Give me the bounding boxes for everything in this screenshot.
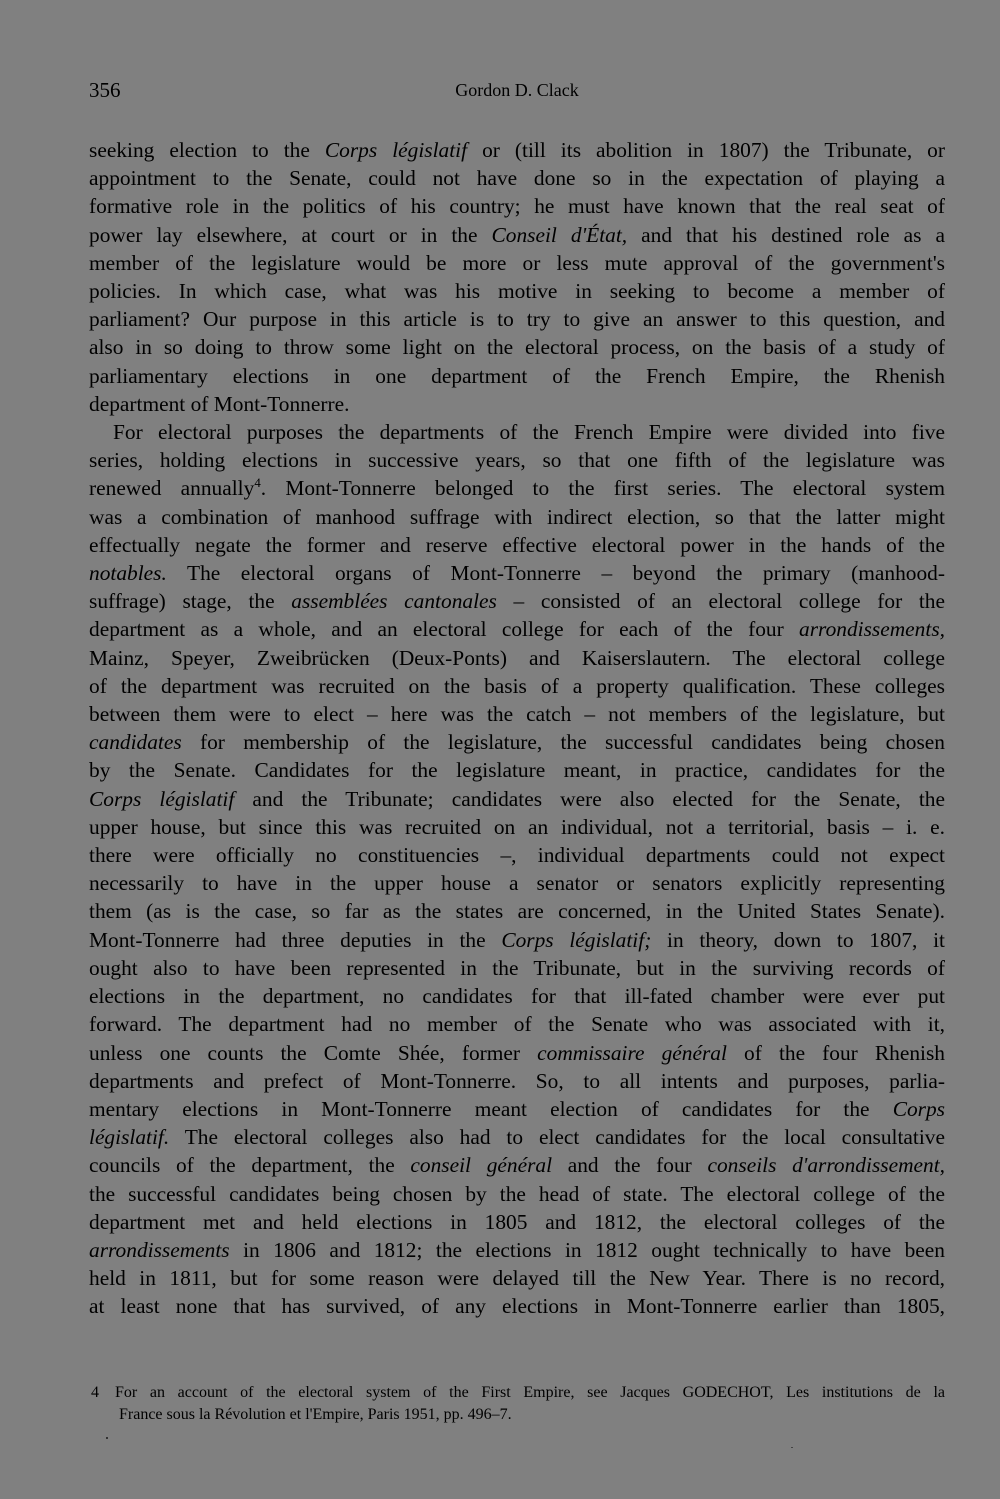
text-segment: notables.	[89, 561, 167, 586]
text-segment: The electoral colleges also had to elect candidates for the local consultative	[169, 1125, 945, 1150]
text-segment: or (till its abolition in 1807) the Tribunate, or	[467, 138, 945, 162]
text-line	[89, 164, 945, 192]
text-segment: arrondissements	[89, 1237, 230, 1262]
running-head: Gordon D. Clack	[455, 80, 579, 100]
text-segment: arrondissements,	[799, 617, 945, 642]
text-line	[89, 192, 945, 220]
text-line	[89, 446, 945, 474]
text-line	[89, 644, 945, 672]
text-line	[89, 503, 945, 531]
text-segment: councils of the department, the	[89, 1153, 411, 1178]
text-segment: necessarily to have in the upper house a senator or senators explicitly representing	[89, 871, 945, 896]
text-segment: the successful candidates being chosen by the head of state. The electoral college of the	[89, 1181, 945, 1206]
text-segment: and that his destined role as a	[627, 222, 945, 247]
text-segment: and the four	[552, 1153, 708, 1178]
text-segment: there were officially no constituencies –, individual departments could not expect	[89, 843, 945, 868]
text-segment: held in 1811, but for some reason were delayed till the New Year. There is no record,	[89, 1266, 945, 1291]
text-segment: conseil général	[410, 1153, 553, 1178]
text-segment: member of the legislature would be more or less mute approval of the government's	[89, 250, 945, 275]
text-line	[89, 897, 945, 925]
text-line	[89, 1236, 945, 1264]
text-segment: renewed annually	[89, 476, 255, 501]
text-segment: appointment to the Senate, could not have done so in the expectation of playing a	[89, 166, 945, 191]
text-segment: Corps législatif	[324, 138, 468, 162]
text-segment: of the department was recruited on the basis of a property qualification. These colleges	[89, 673, 945, 698]
text-segment: suffrage) stage, the	[89, 589, 292, 614]
text-line	[89, 1067, 945, 1095]
text-line	[89, 559, 945, 587]
text-line	[89, 926, 945, 954]
text-line	[89, 136, 945, 164]
page-number: 356	[89, 78, 121, 102]
text-segment: seeking election to the	[89, 138, 325, 162]
text-segment: elections in the department, no candidates for that ill-fated chamber were ever put	[89, 984, 945, 1009]
text-line	[89, 728, 945, 756]
text-line	[89, 531, 945, 559]
footnote-ref: 4	[254, 476, 261, 491]
text-segment: parliamentary elections in one department of the French Empire, the Rhenish	[89, 363, 945, 388]
speck-mark	[791, 1447, 793, 1448]
text-line	[89, 869, 945, 897]
text-line	[89, 1151, 945, 1179]
footnote-line-2: France sous la Révolution et l'Empire, Paris 1951, pp. 496–7.	[119, 1406, 512, 1423]
text-segment: of the four Rhenish	[726, 1040, 946, 1065]
footnote-line-1	[89, 1382, 945, 1404]
text-line	[89, 474, 945, 502]
text-segment: Mont-Tonnerre had three deputies in the	[89, 927, 502, 952]
text-segment: conseils d'arrondissement,	[707, 1153, 946, 1178]
text-segment: For electoral purposes the departments of the French Empire were divided into five	[113, 420, 945, 445]
text-line	[89, 587, 945, 615]
text-segment: effectually negate the former and reserve effective electoral power in the hands of the	[89, 532, 945, 557]
text-line	[89, 333, 945, 361]
footnote-text-1: For an account of the electoral system of the First Empire, see Jacques GODECHOT, Les institutions de la	[115, 1384, 945, 1401]
text-line	[89, 305, 945, 333]
text-segment: Conseil d'État,	[491, 222, 628, 247]
text-segment: by the Senate. Candidates for the legislature meant, in practice, candidates for the	[89, 758, 945, 783]
text-segment: power lay elsewhere, at court or in the	[89, 222, 492, 247]
text-segment: for membership of the legislature, the successful candidates being chosen	[181, 730, 945, 755]
text-line	[89, 982, 945, 1010]
text-segment: department of Mont-Tonnerre.	[89, 391, 350, 416]
text-segment: Corps	[892, 1096, 945, 1121]
speck-mark	[106, 1437, 108, 1439]
text-line	[89, 1180, 945, 1208]
text-segment: forward. The department had no member of the Senate who was associated with it,	[89, 1012, 945, 1037]
text-line	[89, 841, 945, 869]
page-header	[89, 78, 945, 104]
text-line	[89, 700, 945, 728]
text-line	[89, 362, 945, 390]
footnote	[89, 1382, 945, 1426]
text-segment: législatif.	[89, 1125, 170, 1150]
text-line	[89, 615, 945, 643]
text-segment: department met and held elections in 1805 and 1812, the electoral colleges of the	[89, 1209, 945, 1234]
footnote-number: 4	[91, 1384, 99, 1401]
text-line	[89, 1095, 945, 1123]
text-segment: formative role in the politics of his country; he must have known that the real seat of	[89, 194, 945, 219]
text-line	[89, 277, 945, 305]
text-segment: candidates	[89, 730, 182, 755]
text-segment: between them were to elect – here was the catch – not members of the legislature, but	[89, 702, 945, 727]
text-line	[89, 1208, 945, 1236]
text-segment: was a combination of manhood suffrage with indirect election, so that the latter might	[89, 504, 945, 529]
text-segment: – consisted of an electoral college for the	[496, 589, 945, 614]
text-line	[89, 1123, 945, 1151]
text-segment: them (as is the case, so far as the states are concerned, in the United States Senate).	[89, 899, 945, 924]
text-line	[89, 418, 945, 446]
text-segment: parliament? Our purpose in this article is to try to give an answer to this question, and	[89, 307, 945, 332]
text-segment: unless one counts the Comte Shée, former	[89, 1040, 538, 1065]
text-segment: department as a whole, and an electoral college for each of the four	[89, 617, 800, 642]
text-line	[89, 249, 945, 277]
text-line	[89, 1292, 945, 1320]
text-line	[89, 221, 945, 249]
text-segment: mentary elections in Mont-Tonnerre meant election of candidates for the	[89, 1096, 893, 1121]
text-segment: in theory, down to 1807, it	[651, 927, 945, 952]
text-line	[89, 1039, 945, 1067]
text-line	[89, 1264, 945, 1292]
text-segment: and the Tribunate; candidates were also elected for the Senate, the	[234, 786, 945, 811]
body-text	[89, 136, 945, 1321]
text-segment: departments and prefect of Mont-Tonnerre. So, to all intents and purposes, parlia-	[89, 1068, 945, 1093]
text-line	[89, 785, 945, 813]
text-segment: upper house, but since this was recruited on an individual, not a territorial, basis – i. e.	[89, 814, 945, 839]
text-segment: at least none that has survived, of any elections in Mont-Tonnerre earlier than 1805,	[89, 1294, 945, 1319]
text-segment: Corps législatif	[89, 786, 235, 811]
text-segment: The electoral organs of Mont-Tonnerre – beyond the primary (manhood-	[166, 561, 945, 586]
text-segment: ought also to have been represented in the Tribunate, but in the surviving records of	[89, 955, 945, 980]
text-segment: Corps législatif;	[501, 927, 652, 952]
text-segment: . Mont-Tonnerre belonged to the first series. The electoral system	[260, 476, 946, 501]
text-line	[89, 672, 945, 700]
text-segment: Mainz, Speyer, Zweibrücken (Deux-Ponts) and Kaiserslautern. The electoral college	[89, 645, 945, 670]
text-line	[89, 813, 945, 841]
text-segment: policies. In which case, what was his motive in seeking to become a member of	[89, 279, 945, 304]
text-segment: also in so doing to throw some light on the electoral process, on the basis of a study of	[89, 335, 945, 360]
text-line	[89, 1010, 945, 1038]
text-segment: in 1806 and 1812; the elections in 1812 ought technically to have been	[229, 1237, 945, 1262]
text-segment: commissaire général	[537, 1040, 727, 1065]
text-segment: assemblées cantonales	[291, 589, 497, 614]
text-line	[89, 954, 945, 982]
text-line	[89, 756, 945, 784]
text-line	[89, 390, 945, 418]
text-segment: series, holding elections in successive years, so that one fifth of the legislature was	[89, 448, 945, 473]
